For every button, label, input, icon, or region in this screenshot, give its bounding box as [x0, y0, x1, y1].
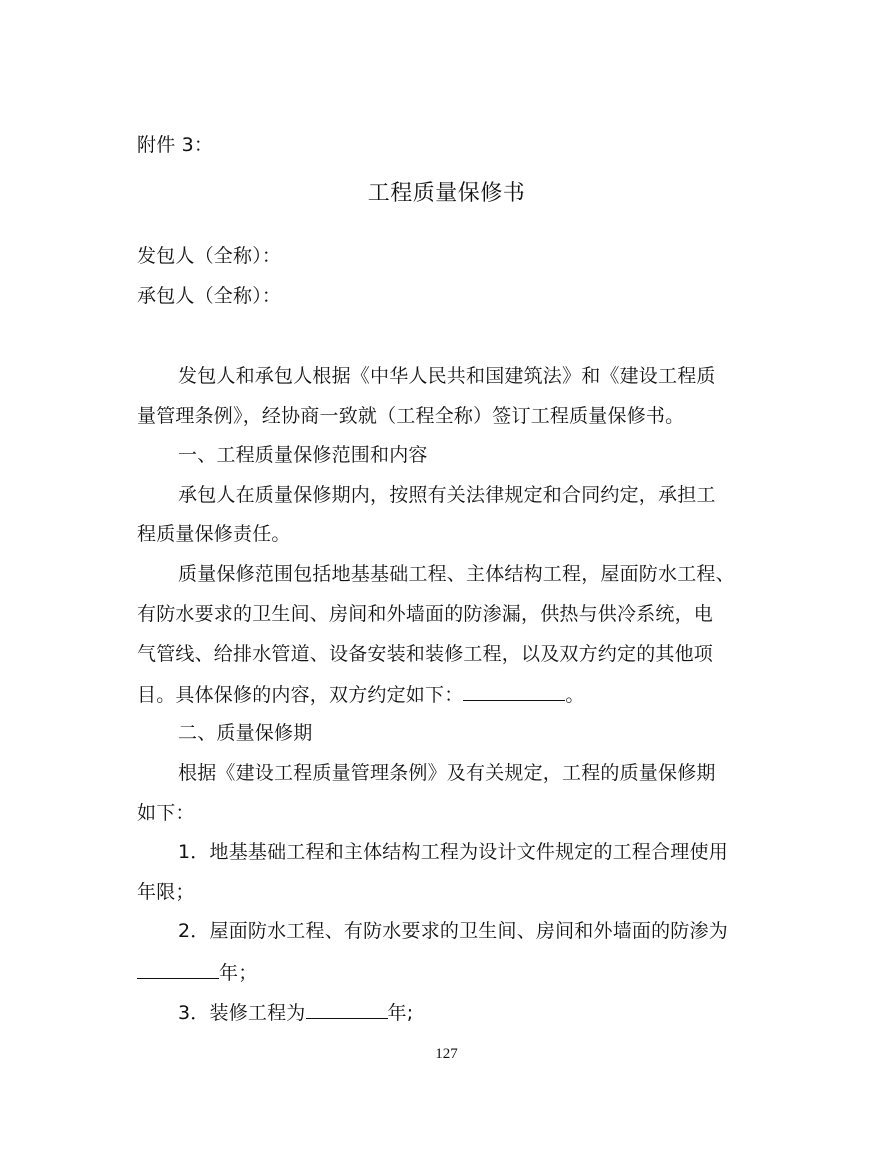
- page-number: 127: [435, 1046, 458, 1062]
- list-item-line: [137, 958, 257, 986]
- list-item-text: 3．装修工程为: [178, 1002, 306, 1024]
- list-item-text: 年;: [387, 1002, 414, 1024]
- paragraph-text: 目。具体保修的内容，双方约定如下：: [137, 684, 464, 706]
- waterproof-years-blank-field[interactable]: [137, 958, 219, 979]
- list-item-line: 1．地基基础工程和主体结构工程为设计文件规定的工程合理使用: [178, 841, 728, 863]
- list-item-line: 年限；: [137, 881, 195, 903]
- intro-paragraph-line: 发包人和承包人根据《中华人民共和国建筑法》和《建设工程质: [178, 365, 716, 387]
- paragraph-line: 根据《建设工程质量管理条例》及有关规定，工程的质量保修期: [178, 762, 716, 784]
- content-blank-field[interactable]: [463, 680, 565, 701]
- paragraph-line: 程质量保修责任。: [137, 523, 291, 545]
- attachment-label: 附件 3：: [137, 134, 214, 156]
- section-heading: 一、工程质量保修范围和内容: [178, 444, 428, 466]
- decoration-years-blank-field[interactable]: [306, 998, 388, 1019]
- section-heading: 二、质量保修期: [178, 722, 313, 744]
- paragraph-line: 如下：: [137, 802, 195, 824]
- list-item-line: [178, 998, 413, 1026]
- list-item-text: 年；: [219, 962, 258, 984]
- intro-paragraph-line: 量管理条例》，经协商一致就（工程全称）签订工程质量保修书。: [137, 405, 685, 427]
- paragraph-line: 有防水要求的卫生间、房间和外墙面的防渗漏，供热与供冷系统，电: [137, 603, 714, 625]
- paragraph-line: 气管线、给排水管道、设备安装和装修工程，以及双方约定的其他项: [137, 643, 714, 665]
- contractor-field-label: 承包人（全称）：: [137, 285, 282, 307]
- paragraph-line: 承包人在质量保修期内，按照有关法律规定和合同约定，承担工: [178, 484, 716, 506]
- paragraph-text: 。: [565, 684, 585, 706]
- employer-field-label: 发包人（全称）：: [137, 245, 282, 267]
- document-title: 工程质量保修书: [367, 181, 526, 206]
- paragraph-line: [137, 680, 585, 708]
- paragraph-line: 质量保修范围包括地基基础工程、主体结构工程，屋面防水工程、: [178, 563, 735, 585]
- list-item-line: 2．屋面防水工程、有防水要求的卫生间、房间和外墙面的防渗为: [178, 920, 728, 942]
